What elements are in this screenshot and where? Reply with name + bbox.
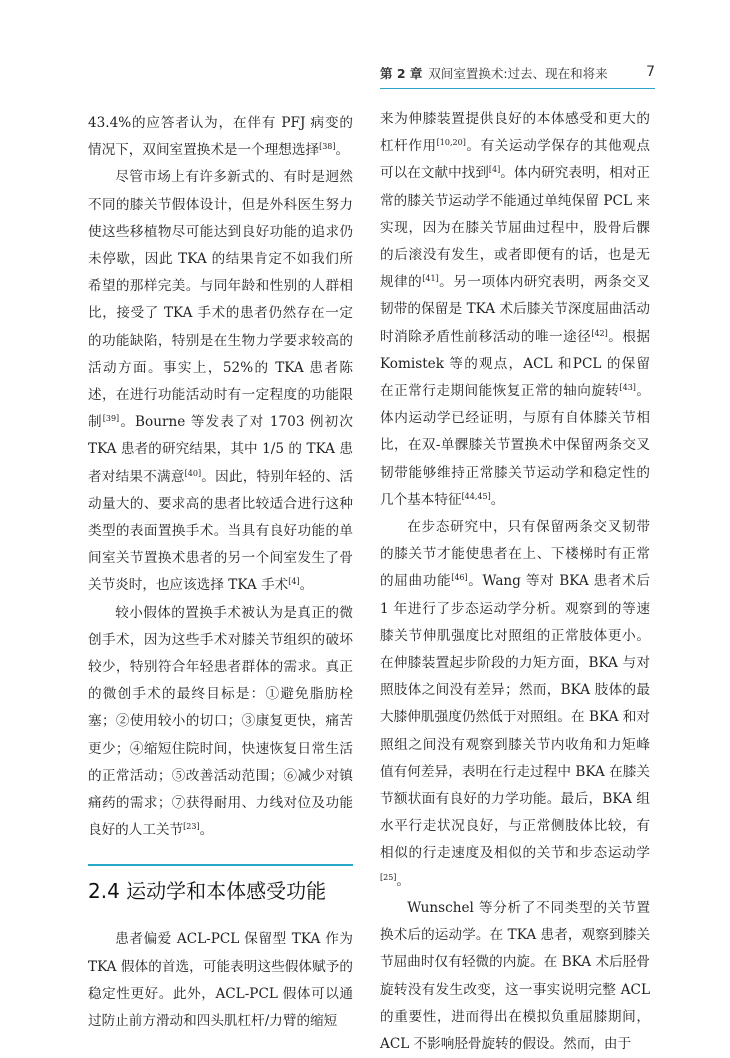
text-run: 。: [299, 577, 314, 594]
chapter-label: 第 2 章: [380, 66, 423, 81]
text-run: 。根据 Komistek 等的观点，ACL 和PCL 的保留在正常行走期间能恢复正常的轴向旋转: [380, 328, 651, 400]
chapter-title: 双间室置换术:过去、现在和将来: [428, 66, 608, 81]
text-run: 。Wang 等对 BKA 患者术后 1 年进行了步态运动学分析。观察到的等速膝关节伸肌强度比对照组的正常肢体更小。在伸膝装置起步阶段的力矩方面，BKA 与对照肢体之间没有差异；然而，BKA 肢体的最大膝伸肌强度仍然低于对照组。在 BKA 和对照组之间没有观察到膝关节内收角和力矩峰值有何差异，表明在行走过程中 BKA 在膝关节额状面有良好的力学功能。最后，BKA 组水平行走状况良好，与正常侧肢体比较，有相似的行走速度及相似的关节和步态运动学: [380, 573, 651, 862]
citation: [10,20]: [436, 138, 466, 148]
text-run: 。另一项体内研究表明，两条交叉韧带的保留是 TKA 术后膝关节深度屈曲活动时消除矛盾性前移活动的唯一途径: [380, 274, 651, 345]
citation: [41]: [422, 274, 439, 284]
citation: [43]: [619, 383, 636, 393]
text-run: 尽管市场上有许多新式的、有时是迥然不同的膝关节假体设计，但是外科医生努力使这些移植物尽可能达到良好功能的追求仍未停歇，因此 TKA 的结果肯定不如我们所希望的那样完美。与同年龄和性别的人群相比，接受了 TKA 手术的患者仍然存在一定的功能缺陷，特别是在生物力学要求较高的活动方面。事实上，52%的 TKA 患者陈述，在进行功能活动时有一定程度的功能限制: [88, 169, 353, 431]
left-column: [88, 110, 353, 1035]
citation: [39]: [102, 414, 120, 424]
citation: [25]: [380, 872, 397, 882]
text-run: 。Bourne 等发表了对 1703 例初次 TKA 患者的研究结果，其中 1/5 的 TKA 患者对结果不满意: [88, 414, 354, 485]
citation: [23]: [183, 822, 200, 832]
text-run: 在步态研究中，只有保留两条交叉韧带的膝关节才能使患者在上、下楼梯时有正常的屈曲功能: [380, 519, 650, 590]
citation: [42]: [591, 328, 608, 338]
citation: [40]: [184, 468, 202, 478]
paragraph: [380, 514, 650, 895]
paragraph: Wunschel 等分析了不同类型的关节置换术后的运动学。在 TKA 患者，观察到膝关节屈曲时仅有轻微的内旋。在 BKA 术后胫骨旋转没有发生改变，这一事实说明完整 ACL 的重要性，进而得出在模拟负重屈膝期间，ACL 不影响胫骨旋转的假设。然而，由于: [380, 899, 650, 1052]
right-column: [380, 106, 650, 1058]
citation: [46]: [451, 573, 468, 583]
text-run: 。有关运动学保存的其他观点可以在文献中找到: [380, 138, 651, 182]
text-run: 。: [490, 491, 505, 508]
text-run: 。: [396, 872, 411, 889]
text-run: 来为伸膝装置提供良好的本体感受和更大的杠杆作用: [380, 111, 650, 155]
paragraph: 43.4%的应答者认为，在伴有 PFJ 病变的情况下，双间室置换术是一个理想选择[38]。: [88, 115, 353, 159]
citation: [44,45]: [461, 491, 491, 501]
citation: [38]: [319, 142, 336, 152]
citation: [4]: [488, 165, 501, 175]
paragraph: 患者偏爱 ACL-PCL 保留型 TKA 作为 TKA 假体的首选，可能表明这些假体赋予的稳定性更好。此外，ACL-PCL 假体可以通过防止前方滑动和四头肌杠杆/力臂的缩短: [88, 931, 353, 1030]
running-header: [380, 64, 655, 89]
paragraph: [380, 106, 650, 514]
citation: [4]: [288, 577, 300, 587]
text-run: 。体内运动学已经证明，与原有自体膝关节相比，在双-单髁膝关节置换术中保留两条交叉韧带能够维持正常膝关节运动学和稳定性的几个基本特征: [380, 383, 651, 508]
paragraph: 较小假体的置换手术被认为是真正的微创手术，因为这些手术对膝关节组织的破坏较少，特别符合年轻患者群体的需求。真正的微创手术的最终目标是：①避免脂肪栓塞；②使用较小的切口；③康复更快，痛苦更少；④缩短住院时间，快速恢复日常生活的正常活动；⑤改善活动范围；⑥减少对镇痛药的需求；⑦获得耐用、力线对位及功能良好的人工关节[23]。: [88, 604, 353, 839]
paragraph: [88, 164, 353, 599]
page-number: 7: [646, 64, 655, 80]
text-run: 。因此，特别年轻的、活动量大的、要求高的患者比较适合进行这种类型的表面置换手术。当具有良好功能的单间室关节置换术患者的另一个间室发生了骨关节炎时，也应该选择 TKA 手术: [88, 468, 354, 594]
text-run: 。体内研究表明，相对正常的膝关节运动学不能通过单纯保留 PCL 来实现，因为在膝关节屈曲过程中，股骨后髁的后滚没有发生，或者即便有的话，也是无规律的: [380, 165, 651, 291]
section-heading: 2.4 运动学和本体感受功能: [88, 864, 353, 906]
